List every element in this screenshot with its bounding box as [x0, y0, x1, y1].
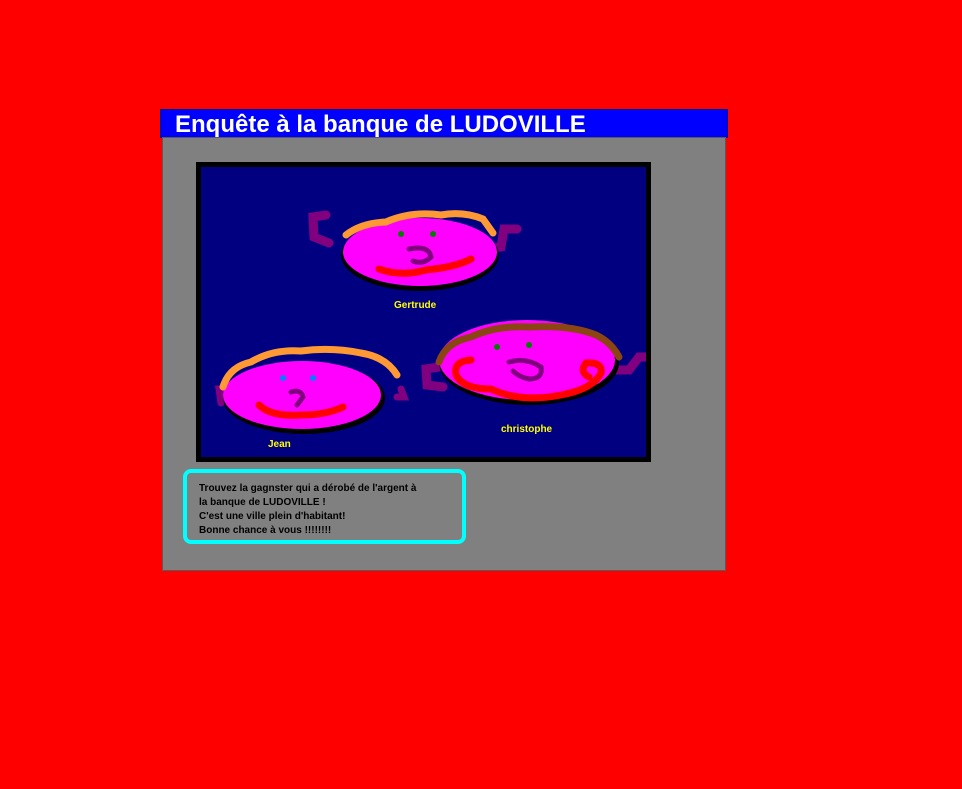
page-title: Enquête à la banque de LUDOVILLE: [160, 109, 728, 138]
instructions-line: Bonne chance à vous !!!!!!!!: [199, 525, 332, 536]
jean-label: Jean: [268, 439, 291, 450]
instructions-line: Trouvez la gagnster qui a dérobé de l'argent à: [199, 483, 417, 494]
jean-left-eye: [280, 375, 286, 381]
christophe-label: christophe: [501, 424, 553, 435]
jean-right-eye: [310, 375, 316, 381]
christophe-right-eye: [526, 342, 532, 348]
instructions-box: [183, 469, 466, 544]
suspects-illustration: [196, 162, 651, 462]
instructions-line: C'est une ville plein d'habitant!: [199, 511, 346, 522]
christophe-left-eye: [494, 344, 500, 350]
gertrude-label: Gertrude: [394, 300, 437, 311]
instructions-line: la banque de LUDOVILLE !: [199, 497, 326, 508]
suspects-drawing: [201, 167, 646, 457]
gertrude-left-eye: [398, 231, 404, 237]
gertrude-right-eye: [430, 231, 436, 237]
